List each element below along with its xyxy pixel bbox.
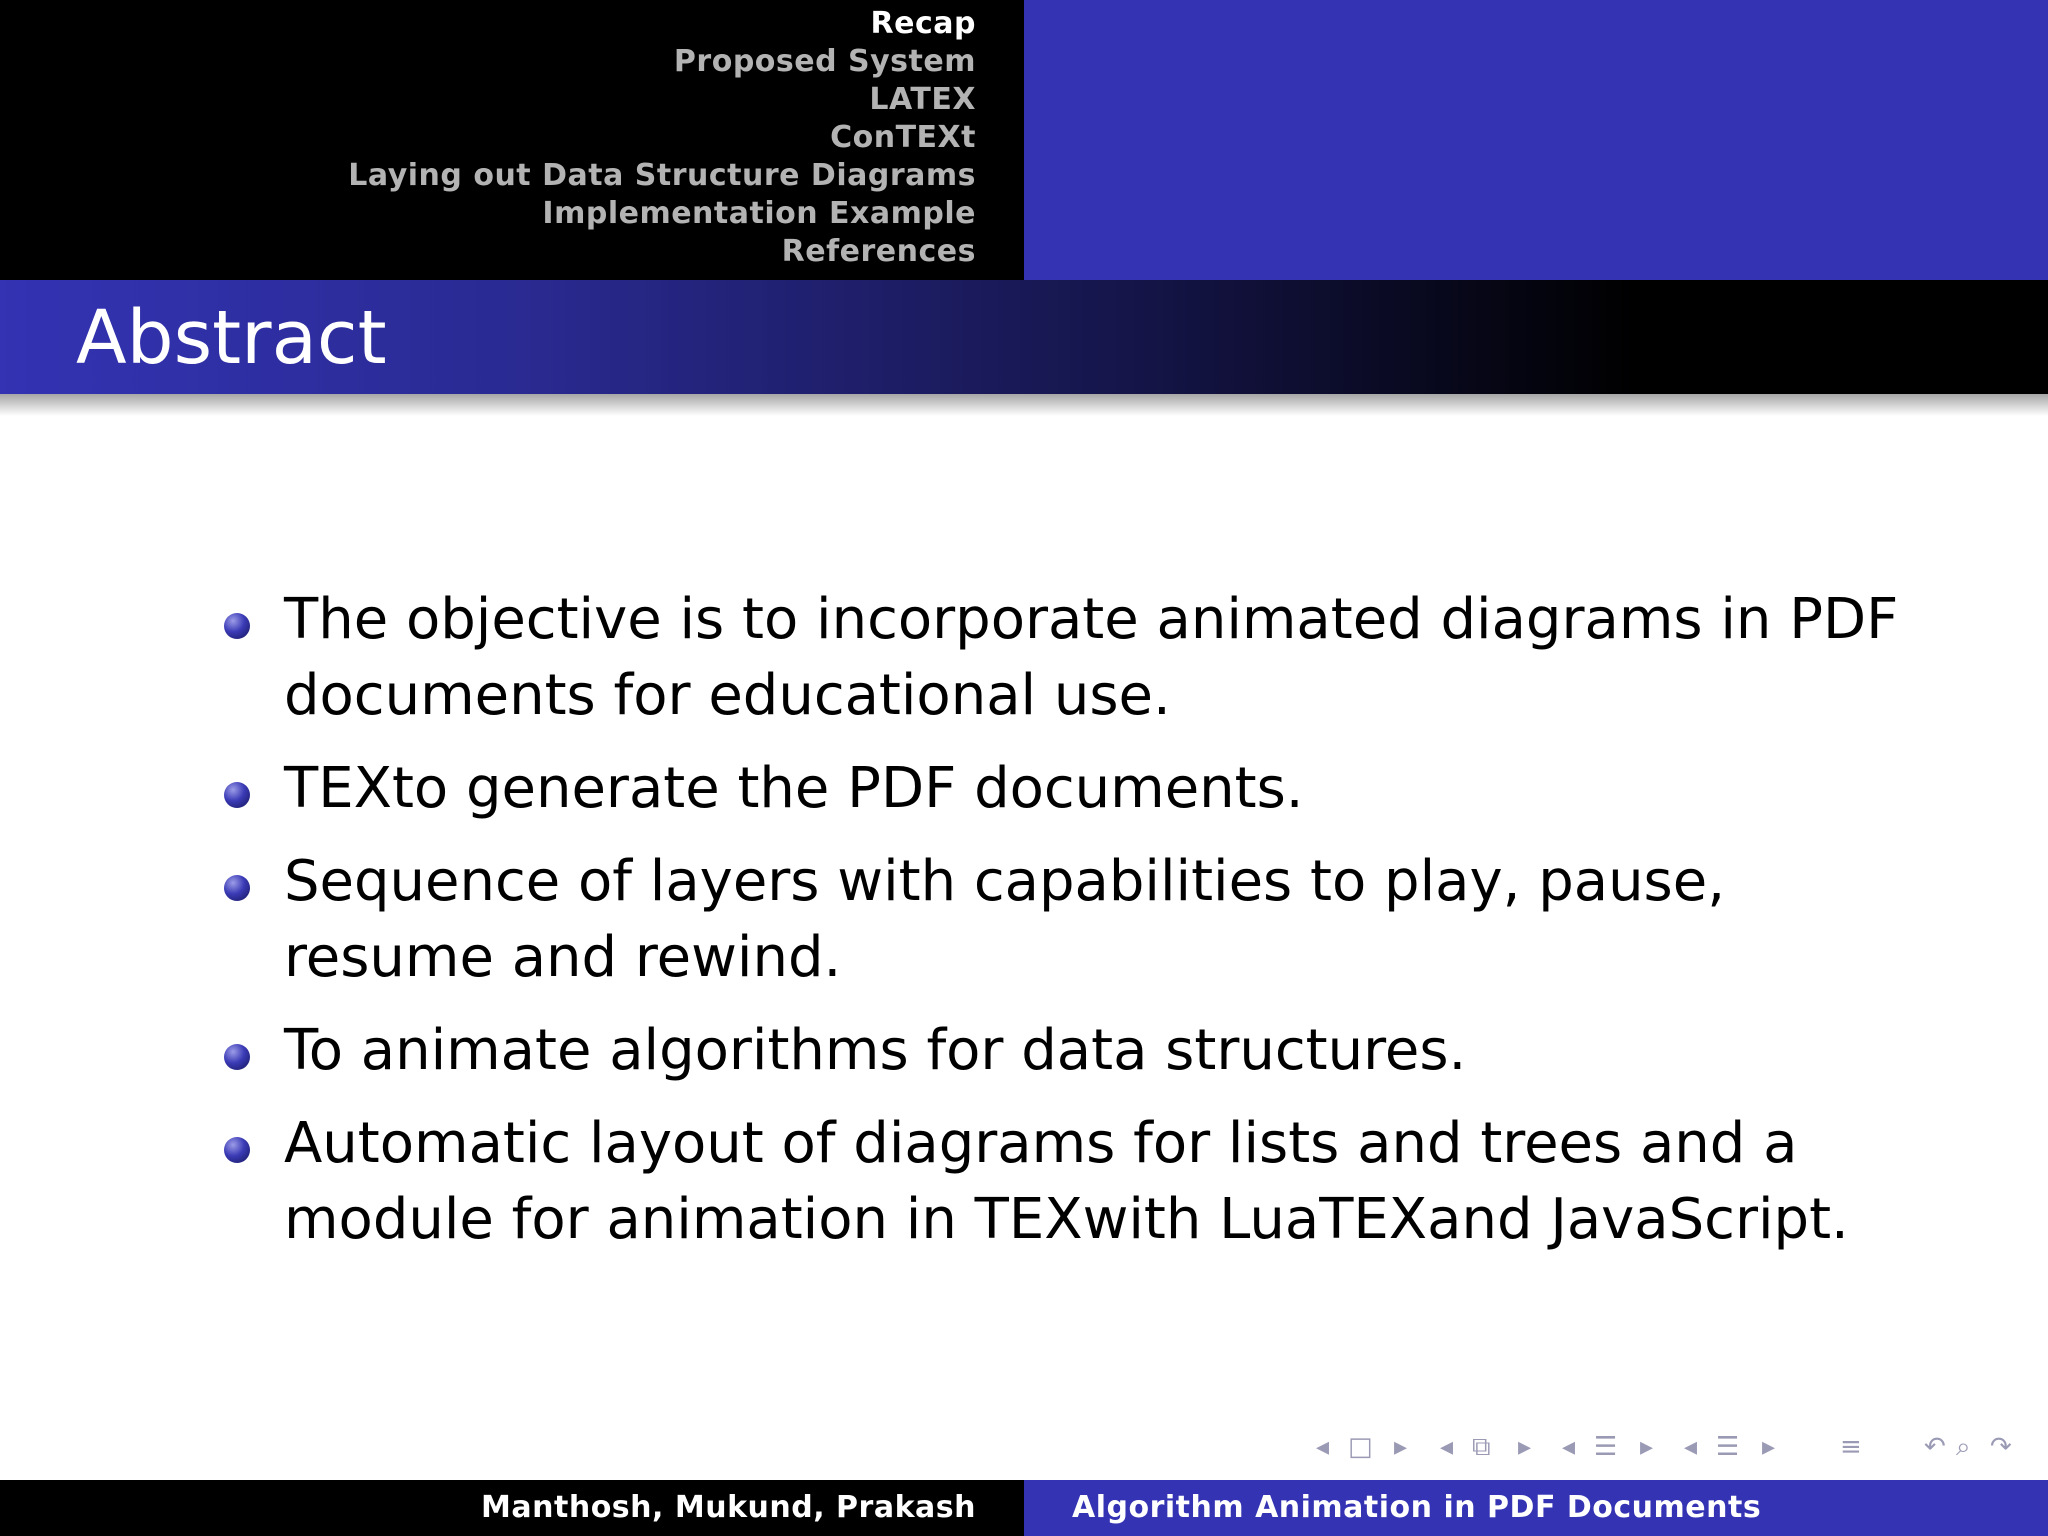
nav-section-laying-out-diagrams[interactable]: Laying out Data Structure Diagrams [348,158,976,193]
header-right-panel [1024,0,2048,280]
subsection-icon[interactable]: ⧉ [1472,1432,1491,1462]
appendix-prev-arrow-icon[interactable]: ◂ [1684,1432,1698,1462]
bullet-text: Automatic layout of diagrams for lists and trees and a module for animation in TEXwith LuaTEXand JavaScript. [284,1111,1849,1252]
bullet-text: To animate algorithms for data structures. [284,1018,1467,1083]
bullet-ball-icon [224,875,250,901]
frame-title: Abstract [76,295,387,381]
alignment-icon[interactable]: ≡ [1840,1432,1862,1462]
redo-icon[interactable]: ↷ [1990,1432,2012,1462]
frame-icon[interactable]: □ [1348,1432,1373,1462]
bullet-text: Sequence of layers with capabilities to play, pause, resume and rewind. [284,849,1725,990]
subsection-prev-arrow-icon[interactable]: ◂ [1440,1432,1454,1462]
bullet-item [230,1013,1910,1089]
bullet-text: TEXto generate the PDF documents. [284,756,1304,821]
bullet-item [230,582,1910,734]
nav-section-implementation-example[interactable]: Implementation Example [542,196,976,231]
bullet-ball-icon [224,613,250,639]
nav-section-latex[interactable]: LATEX [869,82,976,117]
nav-section-context[interactable]: ConTEXt [830,120,976,155]
frame-next-arrow-icon[interactable]: ▸ [1394,1432,1408,1462]
search-icon[interactable]: ⌕ [1956,1432,1971,1462]
bullet-list [230,582,1910,1275]
section-icon[interactable]: ☰ [1594,1432,1618,1462]
bullet-ball-icon [224,782,250,808]
bullet-item [230,751,1910,827]
section-navigation [76,5,976,271]
bullet-text: The objective is to incorporate animated diagrams in PDF documents for educational use. [284,587,1899,728]
appendix-icon[interactable]: ☰ [1716,1432,1740,1462]
footer-title: Algorithm Animation in PDF Documents [1072,1490,1762,1525]
section-prev-arrow-icon[interactable]: ◂ [1562,1432,1576,1462]
appendix-next-arrow-icon[interactable]: ▸ [1762,1432,1776,1462]
nav-section-recap[interactable]: Recap [870,6,976,41]
title-bar-shadow [0,394,2048,416]
bullet-item [230,1106,1910,1258]
nav-section-proposed-system[interactable]: Proposed System [673,44,976,79]
footer-authors: Manthosh, Mukund, Prakash [481,1490,976,1525]
undo-icon[interactable]: ↶ [1924,1432,1946,1462]
bullet-item [230,844,1910,996]
frame-prev-arrow-icon[interactable]: ◂ [1316,1432,1330,1462]
section-next-arrow-icon[interactable]: ▸ [1640,1432,1654,1462]
bullet-ball-icon [224,1137,250,1163]
subsection-next-arrow-icon[interactable]: ▸ [1518,1432,1532,1462]
navigation-symbols [1310,1432,2040,1472]
nav-section-references[interactable]: References [781,234,976,269]
bullet-ball-icon [224,1044,250,1070]
